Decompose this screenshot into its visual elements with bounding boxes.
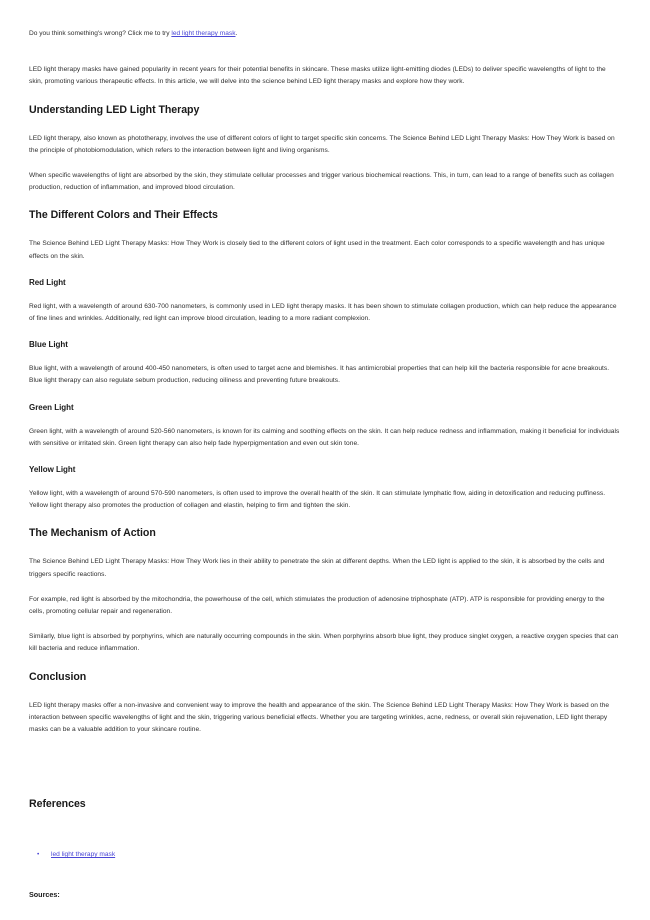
sources-spacer	[29, 879, 620, 889]
section-heading-mechanism: The Mechanism of Action	[29, 527, 156, 540]
bullet-icon: •	[37, 851, 40, 859]
references-spacer	[29, 749, 620, 783]
section-heading-references: References	[29, 798, 86, 811]
paragraph-red-light: Red light, with a wavelength of around 630-700 nanometers, is commonly used in LED light therapy masks. It has been shown to stimulate collagen production, which can help reduce the appearance of fine lines and wrinkles. Additionally, red light can improve blood circulation, leading to a more radiant complexion.	[29, 302, 617, 323]
paragraph-mechanism-1: The Science Behind LED Light Therapy Masks: How They Work lies in their ability to penetrate the skin at different depths. When the LED light is applied to the skin, it is absorbed by the cells and triggers specific reactions.	[29, 558, 605, 578]
subsection-heading-blue-light: Blue Light	[29, 340, 68, 350]
list-item	[29, 849, 620, 861]
reference-list	[29, 849, 620, 861]
subsection-heading-green-light: Green Light	[29, 402, 74, 412]
intro-paragraph: LED light therapy masks have gained popularity in recent years for their potential benefits in skincare. These masks utilize light-emitting diodes (LEDs) to deliver specific wavelengths of light to the skin, promoting various therapeutic effects. In this article, we will delve into the science behind LED light therapy masks and explore how they work.	[29, 66, 606, 86]
section-heading-conclusion: Conclusion	[29, 670, 87, 683]
paragraph-understanding-1: LED light therapy, also known as phototherapy, involves the use of different colors of light to target specific skin concerns. The Science Behind LED Light Therapy Masks: How They Work is based on the principle of photobiomodulation, which refers to the interaction between light and living organisms.	[29, 134, 615, 154]
paragraph-green-light: Green light, with a wavelength of around 520-560 nanometers, is known for its calming and soothing effects on the skin. It can help reduce redness and inflammation, making it beneficial for individuals with sensitive or irritated skin. Green light therapy can also help fade hyperpigmentation and even out skin tone.	[29, 427, 620, 447]
section-heading-understanding: Understanding LED Light Therapy	[29, 103, 200, 116]
subsection-heading-red-light: Red Light	[29, 277, 66, 287]
paragraph-blue-light: Blue light, with a wavelength of around 400-450 nanometers, is often used to target acne and blemishes. It has antimicrobial properties that can help kill the bacteria responsible for acne breakouts. Blue light therapy can also regulate sebum production, reducing oiliness and preventing future breakouts.	[29, 365, 610, 385]
paragraph-understanding-2: When specific wavelengths of light are absorbed by the skin, they stimulate cellular processes and trigger various biochemical reactions. This, in turn, can lead to a range of benefits such as collagen production, reduction of inflammation, and improved blood circulation.	[29, 172, 614, 192]
notice-line	[29, 28, 620, 40]
paragraph-yellow-light: Yellow light, with a wavelength of around 570-590 nanometers, is often used to improve the overall health of the skin. It can stimulate lymphatic flow, aiding in detoxification and reducing puffiness. Yellow light therapy also promotes the production of collagen and elastin, helping to firm and tighten the skin.	[29, 490, 606, 510]
notice-link[interactable]: led light therapy mask	[171, 30, 236, 37]
paragraph-mechanism-3: Similarly, blue light is absorbed by porphyrins, which are naturally occurring compounds in the skin. When porphyrins absorb blue light, they produce singlet oxygen, a reactive oxygen species that can kill bacteria and reduce inflammation.	[29, 633, 619, 653]
notice-suffix: .	[235, 30, 238, 37]
notice-prefix: Do you think something's wrong? Click me to try	[29, 30, 172, 37]
references-gap	[29, 827, 620, 849]
subsection-heading-yellow-light: Yellow Light	[29, 465, 76, 475]
reference-link[interactable]: led light therapy mask	[51, 851, 116, 859]
sources-label: Sources:	[29, 890, 60, 900]
section-heading-colors: The Different Colors and Their Effects	[29, 209, 218, 222]
document-body	[29, 28, 620, 900]
paragraph-colors-1: The Science Behind LED Light Therapy Masks: How They Work is closely tied to the different colors of light used in the treatment. Each color corresponds to a specific wavelength and has unique effects on the skin.	[29, 240, 605, 260]
paragraph-conclusion-1: LED light therapy masks offer a non-invasive and convenient way to improve the health and appearance of the skin. The Science Behind LED Light Therapy Masks: How They Work is based on the interaction between specific wavelengths of light and the skin, triggering various beneficial effects. Whether you are targeting wrinkles, acne, redness, or overall skin rejuvenation, LED light therapy masks can be a valuable addition to your skincare routine.	[29, 701, 610, 734]
paragraph-mechanism-2: For example, red light is absorbed by the mitochondria, the powerhouse of the cell, which stimulates the production of adenosine triphosphate (ATP). ATP is responsible for providing energy to the cells, promoting cellular repair and regeneration.	[29, 595, 605, 616]
